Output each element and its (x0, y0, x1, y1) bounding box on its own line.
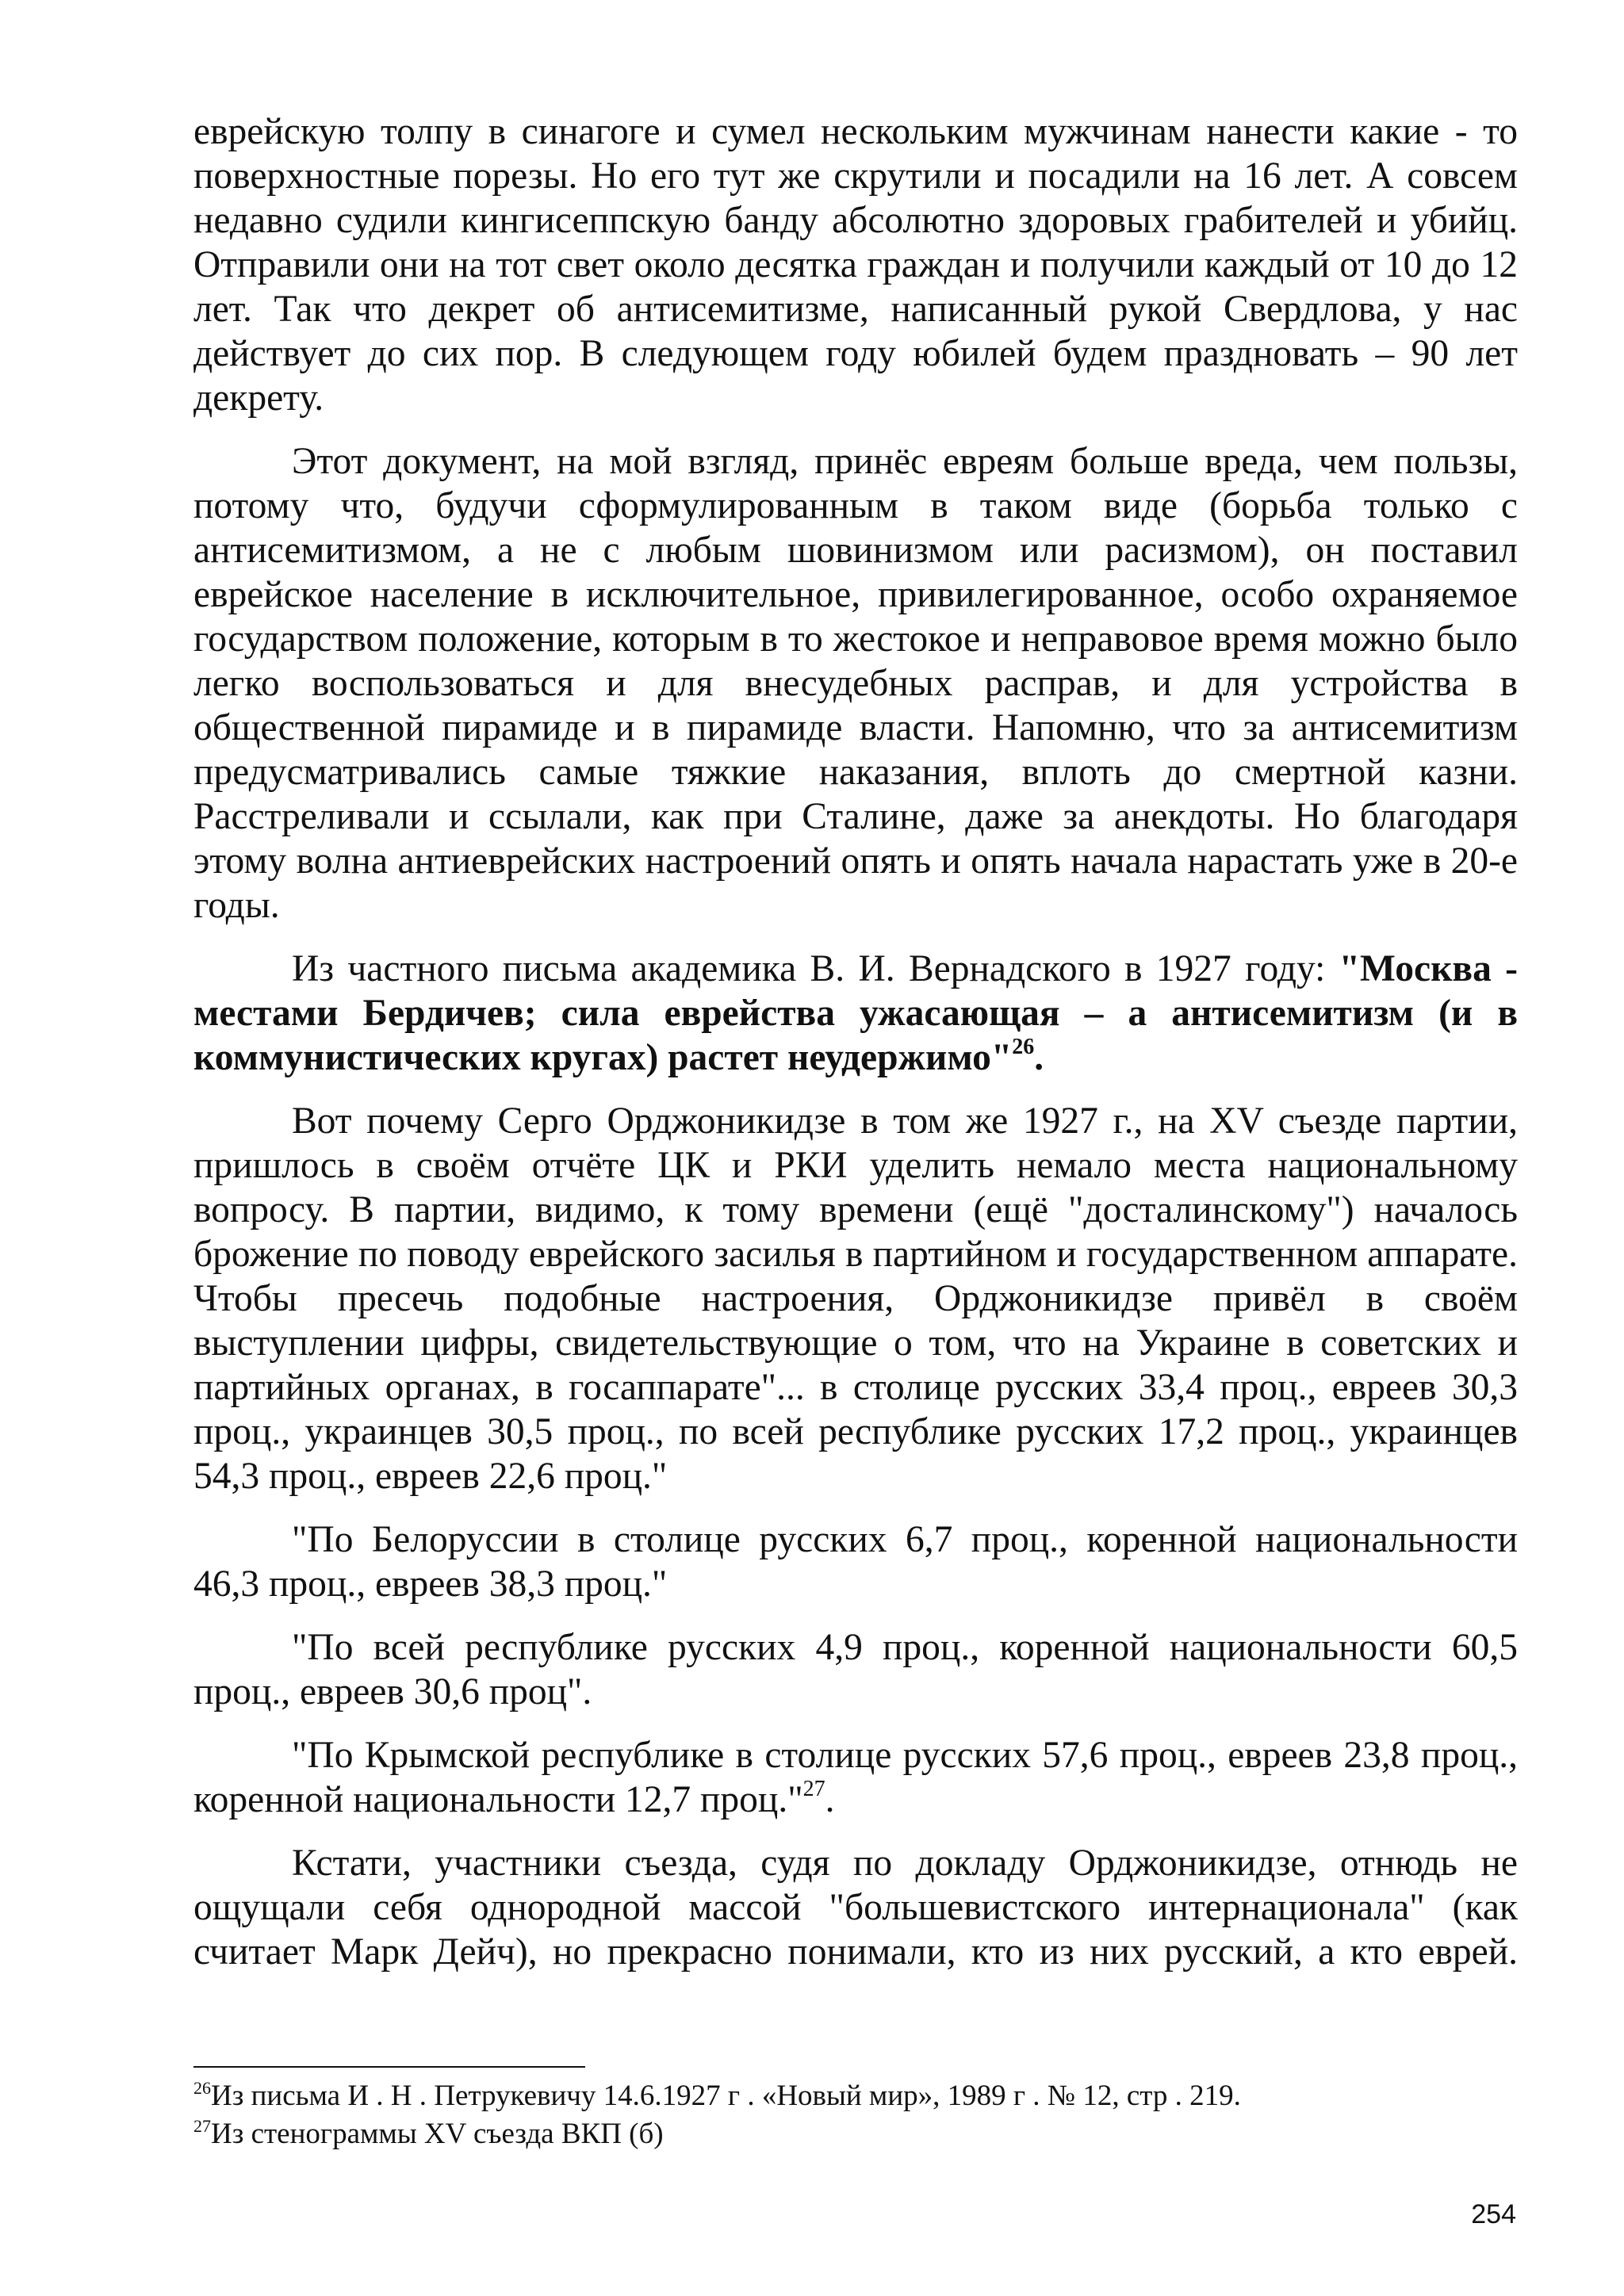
footnote-text: Из стенограммы XV съезда ВКП (б) (211, 2118, 664, 2150)
paragraph-7: "По Крымской республике в столице русских 57,6 проц., евреев 23,8 проц., коренной национальности 12,7 проц."$^{27}$. (193, 1735, 1518, 1820)
footnote-number: 26 (193, 2078, 211, 2098)
paragraph-4: Вот почему Серго Орджоникидзе в том же 1927 г., на XV съезде партии, пришлось в своём отчёте ЦК и РКИ уделить немало места национальному вопросу. В партии, видимо, к тому времени (ещё "досталинскому") началось брожение по поводу еврейского засилья в партийном и государственном аппарате. Чтобы пресечь подобные настроения, Орджоникидзе привёл в своём выступлении цифры, свидетельствующие о том, что на Украине в советских и партийных органах, в госаппарате"... в столице русских 33,4 проц., евреев 30,3 проц., украинцев 30,5 проц., по всей республике русских 17,2 проц., украинцев 54,3 проц., евреев 22,6 проц." (193, 1100, 1518, 1497)
footnotes (193, 2077, 1518, 2153)
footnote-text: Из письма И . Н . Петрукевичу 14.6.1927 г . «Новый мир», 1989 г . № 12, стр . 219. (211, 2080, 1241, 2112)
page-body (193, 109, 1518, 1993)
crimea-stats: "По Крымской республике в столице русских 57,6 проц., евреев 23,8 проц., коренной национальности 12,7 проц." (193, 1735, 1518, 1820)
footnote-number: 27 (193, 2116, 211, 2136)
paragraph-5: "По Белоруссии в столице русских 6,7 проц., коренной национальности 46,3 проц., евреев 38,3 проц." (193, 1519, 1518, 1605)
page-number: 254 (1471, 2199, 1516, 2229)
paragraph-8: Кстати, участники съезда, судя по докладу Орджоникидзе, отнюдь не ощущали себя однородной массой "большевистского интернационала" (как считает Марк Дейч), но прекрасно понимали, кто из них русский, а кто еврей. (193, 1843, 1518, 1973)
footnote-ref-27[interactable]: 27 (802, 1777, 825, 1801)
vernadsky-quote: "Москва - местами Бердичев; сила еврейства ужасающая – а антисемитизм (и в коммунистических кругах) растет неудержимо"$^{26}$. (193, 948, 1518, 1078)
vernadsky-intro: Из частного письма академика В. И. Вернадского в 1927 году: (292, 948, 1339, 989)
paragraph-2: Этот документ, на мой взгляд, принёс евреям больше вреда, чем пользы, потому что, будучи сформулированным в таком виде (борьба только с антисемитизмом, а не с любым шовинизмом или расизмом), он поставил еврейское население в исключительное, привилегированное, особо охраняемое государством положение, которым в то жестокое и неправовое время можно было легко воспользоваться и для внесудебных расправ, и для устройства в общественной пирамиде и в пирамиде власти. Напомню, что за антисемитизм предусматривались самые тяжкие наказания, вплоть до смертной казни. Расстреливали и ссылали, как при Сталине, даже за анекдоты. Но благодаря этому волна антиеврейских настроений опять и опять начала нарастать уже в 20-е годы. (193, 441, 1518, 926)
footnote-26 (193, 2077, 1518, 2115)
footnote-separator (193, 2066, 585, 2068)
paragraph-1: еврейскую толпу в синагоге и сумел нескольким мужчинам нанести какие - то поверхностные порезы. Но его тут же скрутили и посадили на 16 лет. А совсем недавно судили кингисеппскую банду абсолютно здоровых грабителей и убийц. Отправили они на тот свет около десятка граждан и получили каждый от 10 до 12 лет. Так что декрет об антисемитизме, написанный рукой Свердлова, у нас действует до сих пор. В следующем году юбилей будем праздновать – 90 лет декрету. (193, 111, 1518, 419)
paragraph-6: "По всей республике русских 4,9 проц., коренной национальности 60,5 проц., евреев 30,6 проц". (193, 1627, 1518, 1712)
footnote-ref-26[interactable]: 26 (1012, 1035, 1035, 1059)
paragraph-3 (193, 947, 1518, 1080)
footnote-27 (193, 2115, 1518, 2153)
